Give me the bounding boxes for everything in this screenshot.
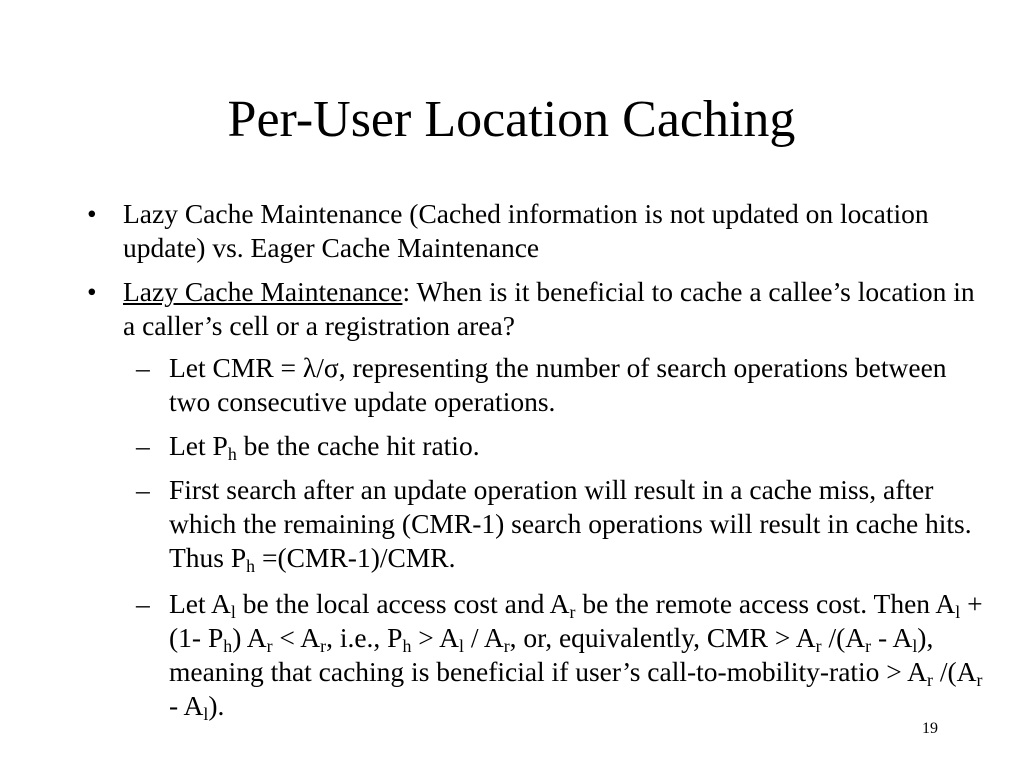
text-run: , or, equivalently, CMR > A [509, 622, 816, 653]
text-run: , i.e., P [326, 622, 403, 653]
sub-bullet-access-cost [169, 587, 989, 723]
subscript: h [227, 444, 237, 464]
subscript: l [912, 636, 918, 656]
text-run: ) A [232, 622, 267, 653]
text-run: be the cache hit ratio. [236, 430, 480, 461]
sub-bullet-marker: – [136, 352, 150, 383]
underlined-term: Lazy Cache Maintenance [123, 276, 403, 307]
bullet-marker: • [87, 276, 97, 307]
text-run: /(A [933, 656, 977, 687]
subscript: l [230, 602, 236, 622]
subscript: h [246, 556, 256, 576]
text-run: be the local access cost and A [235, 588, 570, 619]
text-run: =(CMR-1)/CMR. [255, 542, 456, 573]
subscript: r [320, 636, 327, 656]
text-run: - A [871, 622, 913, 653]
subscript: r [503, 636, 510, 656]
subscript: l [203, 704, 209, 724]
subscript: r [569, 602, 576, 622]
text-run: / A [463, 622, 504, 653]
sub-bullet-marker: – [136, 474, 150, 505]
text-run: ). [208, 690, 225, 721]
subscript: r [865, 636, 872, 656]
text-run: be the remote access cost. Then A [575, 588, 956, 619]
subscript: r [976, 670, 983, 690]
bullet-lazy-vs-eager [123, 197, 983, 265]
sub-bullet-cmr-definition [169, 351, 989, 419]
text-run: Let A [169, 588, 231, 619]
sub-bullet-hit-ratio [169, 429, 989, 463]
subscript: r [266, 636, 273, 656]
text-run: > A [411, 622, 460, 653]
text-run: First search after an update operation will result in a cache miss, after which the remaining (CMR-1) search operations will result in cache hits. Thus P [169, 474, 972, 573]
subscript: h [402, 636, 412, 656]
subscript: h [223, 636, 233, 656]
text-run: /(A [821, 622, 866, 653]
subscript: r [927, 670, 933, 690]
slide-title: Per-User Location Caching [227, 91, 796, 148]
subscript: r [815, 636, 822, 656]
bullet-text: : When is it beneficial to cache a callee’s location in a caller’s cell or a registration area? [123, 276, 975, 341]
text-run: - A [169, 690, 204, 721]
text-run: ), meaning that caching is beneficial if user’s call-to-mobility-ratio > A [169, 622, 934, 687]
sub-bullet-first-search [169, 473, 989, 575]
bullet-lazy-question [123, 275, 983, 343]
bullet-text: Lazy Cache Maintenance (Cached information is not updated on location update) vs. Eager Cache Maintenance [123, 198, 929, 263]
sub-bullet-marker: – [136, 588, 150, 619]
sub-bullet-text: Let CMR = λ/σ, representing the number of search operations between two consecutive update operations. [169, 352, 947, 417]
subscript: l [459, 636, 464, 656]
sub-bullet-marker: – [136, 430, 150, 461]
text-run: < A [272, 622, 321, 653]
text-run: + (1- P [169, 588, 983, 653]
text-run: Let P [169, 430, 228, 461]
page-number: 19 [922, 720, 938, 737]
bullet-marker: • [87, 198, 97, 229]
subscript: l [955, 602, 961, 622]
